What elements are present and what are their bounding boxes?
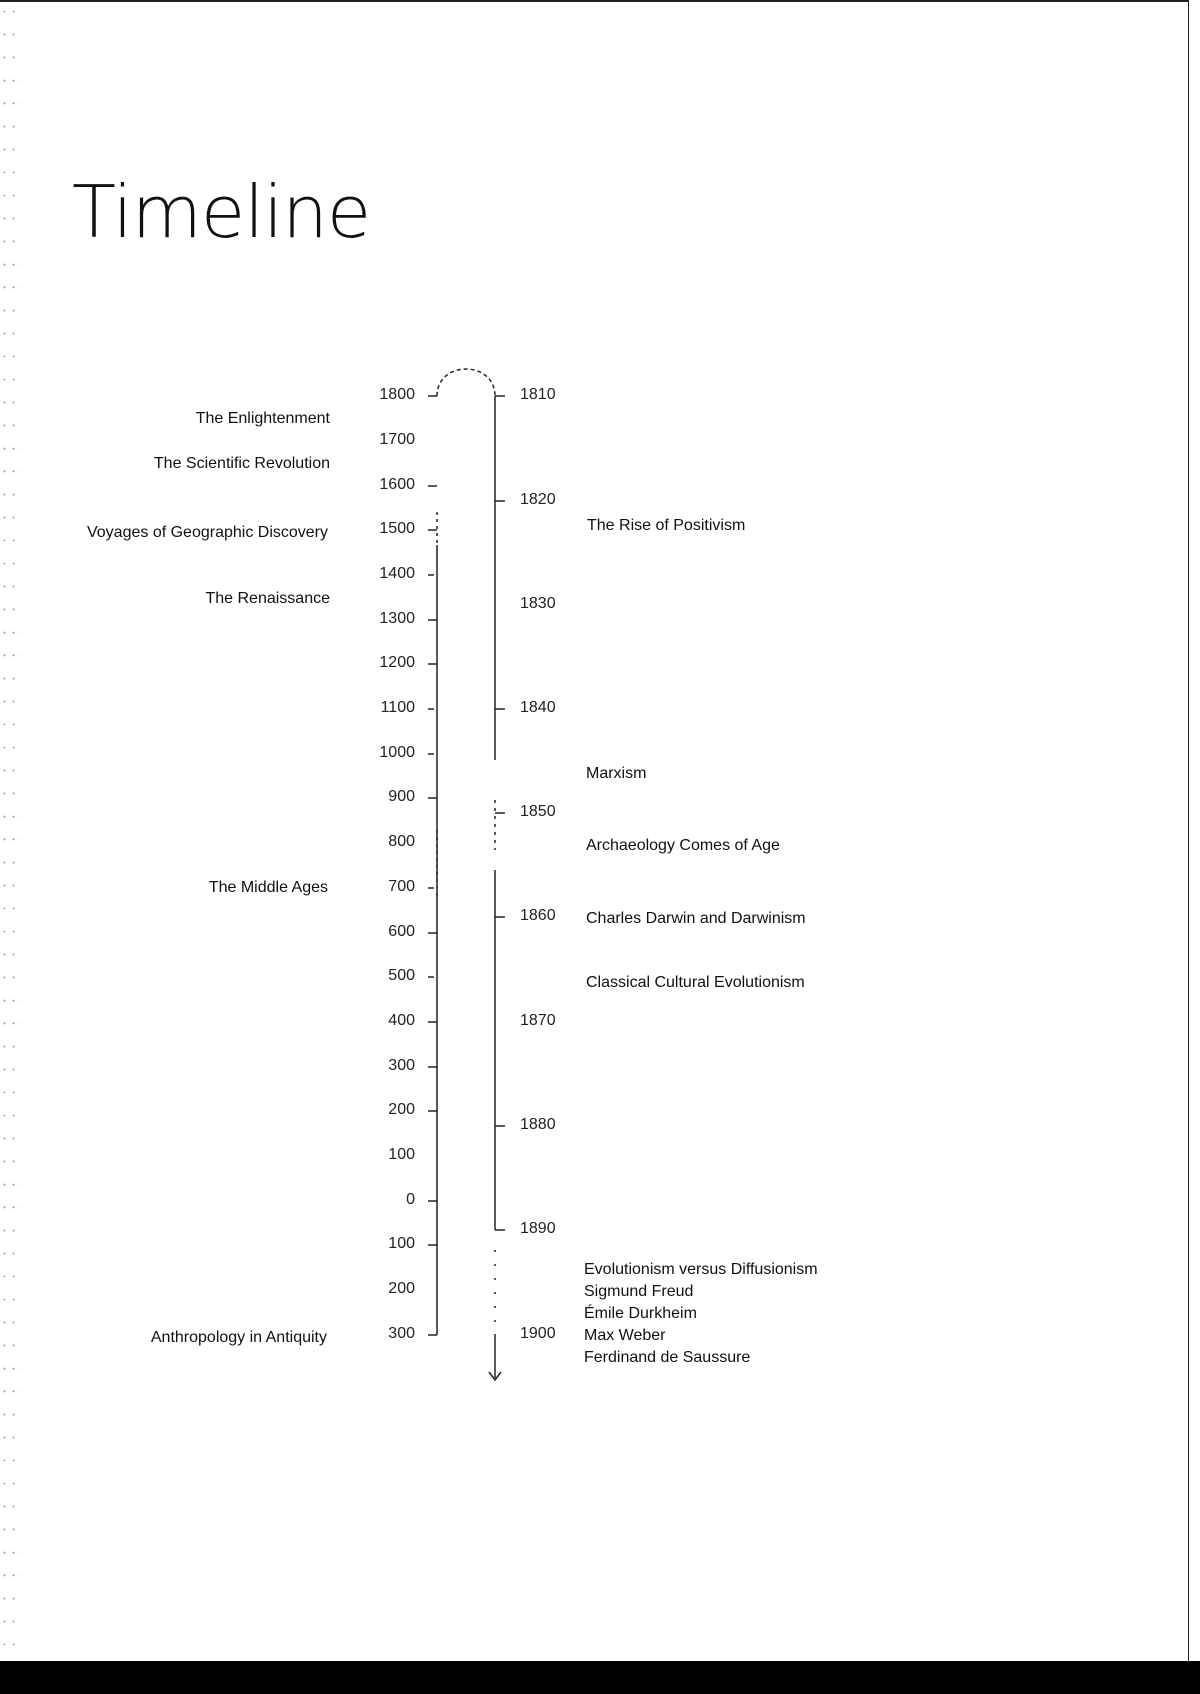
right-year-label: 1830 — [520, 595, 556, 612]
right-year-label: 1860 — [520, 907, 556, 924]
left-event-label: The Renaissance — [205, 590, 330, 607]
right-event-label: Charles Darwin and Darwinism — [586, 910, 806, 927]
left-year-label: 900 — [388, 788, 415, 805]
page-title: Timeline — [72, 170, 371, 254]
right-year-label: 1810 — [520, 386, 556, 403]
left-year-label: 1200 — [379, 654, 415, 671]
right-event-label: Ferdinand de Saussure — [584, 1349, 751, 1366]
left-year-label: 1100 — [380, 699, 415, 716]
right-event-label: Evolutionism versus Diffusionism — [584, 1261, 818, 1278]
right-year-label: 1870 — [520, 1012, 556, 1029]
left-year-label: 200 — [388, 1101, 415, 1118]
right-year-label: 1820 — [520, 491, 556, 508]
right-year-label: 1880 — [520, 1116, 556, 1133]
right-event-label: Émile Durkheim — [584, 1305, 697, 1322]
left-year-label: 100 — [388, 1146, 415, 1163]
right-year-label: 1850 — [520, 803, 556, 820]
right-event-label: The Rise of Positivism — [587, 517, 746, 534]
left-year-label: 1600 — [379, 476, 415, 493]
right-year-label: 1890 — [520, 1220, 556, 1237]
left-year-label: 300 — [388, 1057, 415, 1074]
left-event-label: Voyages of Geographic Discovery — [86, 524, 328, 541]
left-year-label: 1800 — [379, 386, 415, 403]
left-year-label: 1000 — [379, 744, 415, 761]
left-year-label: 1400 — [379, 565, 415, 582]
left-event-label: The Enlightenment — [195, 410, 330, 427]
left-year-label: 800 — [388, 833, 415, 850]
right-event-label: Classical Cultural Evolutionism — [586, 974, 805, 991]
right-year-label: 1900 — [520, 1325, 556, 1342]
left-event-label: The Scientific Revolution — [153, 455, 330, 472]
left-year-label: 200 — [388, 1280, 415, 1297]
left-year-label: 1300 — [379, 610, 415, 627]
right-event-label: Sigmund Freud — [584, 1283, 694, 1300]
left-event-label: The Middle Ages — [208, 879, 328, 896]
left-year-label: 1500 — [379, 520, 415, 537]
right-year-label: 1840 — [520, 699, 556, 716]
left-year-label: 300 — [388, 1325, 415, 1342]
right-event-label: Marxism — [586, 765, 647, 782]
left-year-label: 700 — [388, 878, 415, 895]
left-year-label: 1700 — [379, 431, 415, 448]
left-year-label: 0 — [406, 1191, 415, 1208]
left-event-label: Anthropology in Antiquity — [150, 1329, 327, 1346]
left-year-label: 500 — [388, 967, 415, 984]
right-event-label: Max Weber — [584, 1327, 666, 1344]
axis-connector-arc — [437, 369, 495, 396]
left-year-label: 400 — [388, 1012, 415, 1029]
left-year-label: 100 — [388, 1235, 415, 1252]
right-event-label: Archaeology Comes of Age — [586, 837, 780, 854]
left-year-label: 600 — [388, 923, 415, 940]
